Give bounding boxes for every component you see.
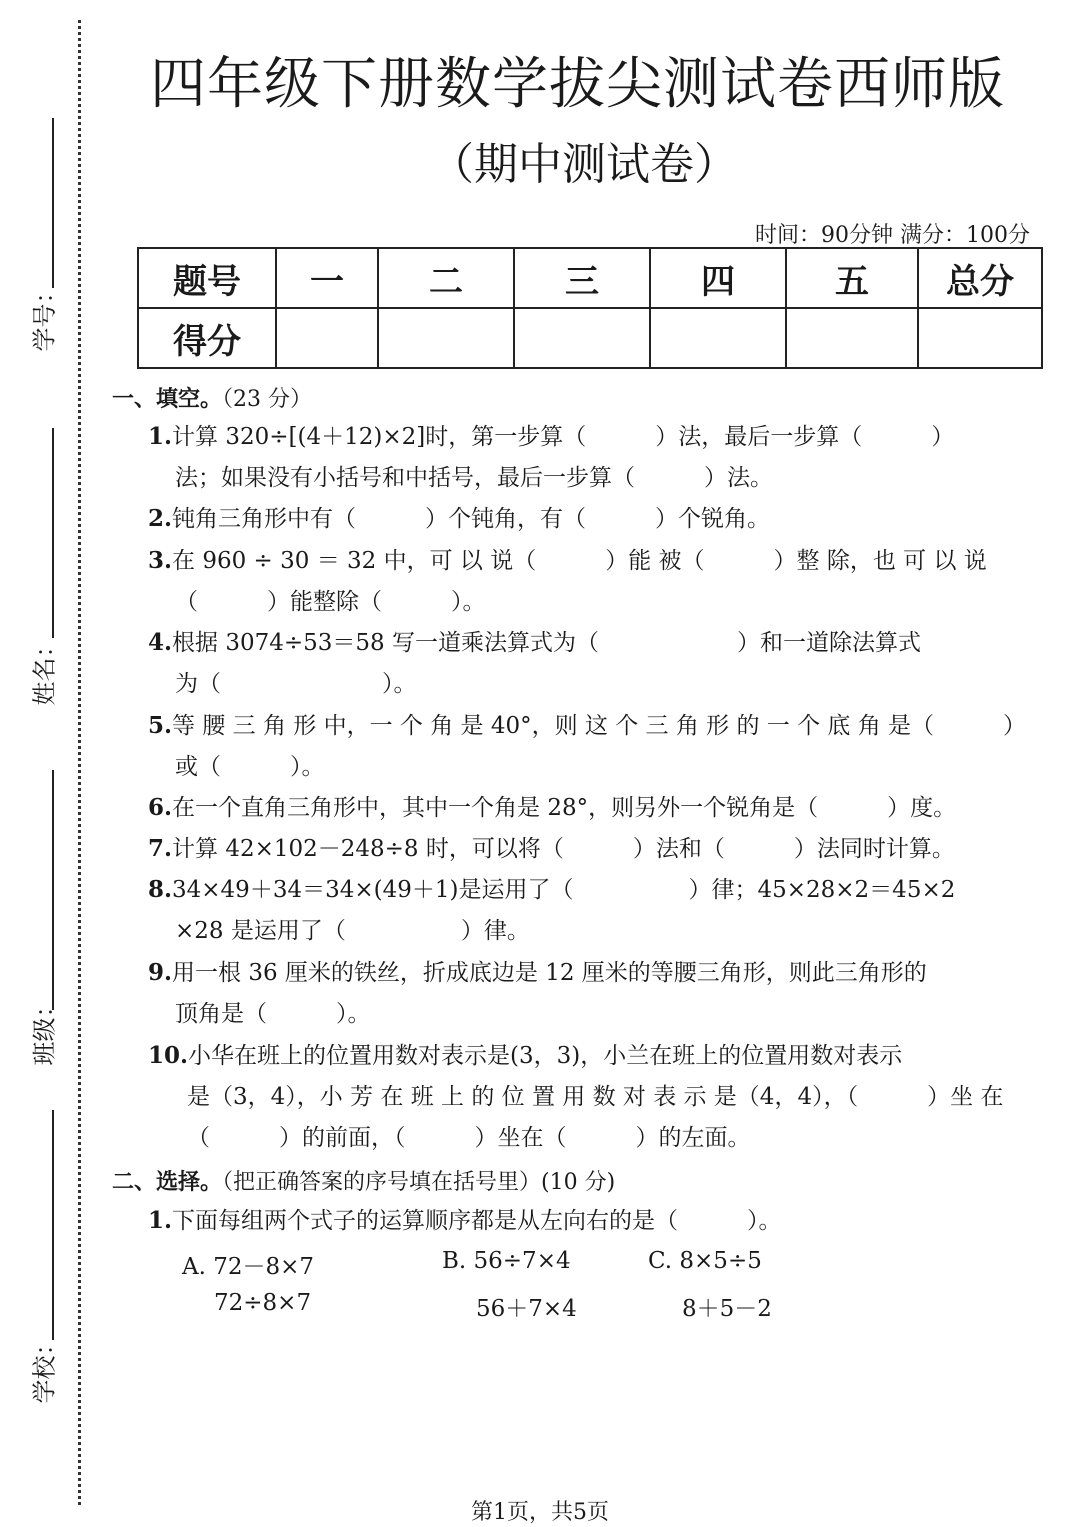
section-1-heading: [112, 382, 312, 413]
question-7: [148, 834, 955, 864]
question-9-continued: 顶角是（ ）。: [175, 1001, 371, 1027]
question-number: 9.: [148, 959, 173, 986]
score-header-cell: 三: [514, 248, 650, 308]
question-number: 10.: [148, 1042, 189, 1069]
page-title: 四年级下册数学拔尖测试卷西师版: [150, 52, 1005, 117]
score-table-score-row: [138, 308, 1042, 368]
name-label: 姓名：: [30, 633, 59, 706]
question-text: 在一个直角三角形中，其中一个角是 28°，则另外一个锐角是（ ）度。: [172, 795, 957, 821]
question-1: [148, 422, 954, 452]
question-5-continued: 或（ ）。: [175, 754, 325, 780]
question-text: 下面每组两个式子的运算顺序都是从左向右的是（ ）。: [172, 1208, 782, 1234]
question-number: 8.: [148, 876, 173, 903]
question-text: 计算 320÷[(4＋12)×2]时，第一步算（ ）法，最后一步算（ ）: [172, 424, 955, 450]
question-number: 6.: [148, 794, 173, 821]
option-a-first: A. 72－8×7: [182, 1254, 315, 1280]
score-cell: [378, 308, 514, 368]
score-cell: [276, 308, 378, 368]
question-text: 根据 3074÷53＝58 写一道乘法算式为（ ）和一道除法算式: [172, 630, 921, 656]
score-cell: [918, 308, 1042, 368]
score-table: [137, 247, 1043, 369]
score-header-cell: 题号: [138, 248, 276, 308]
question-3-continued: （ ）能整除（ ）。: [175, 589, 486, 615]
question-number: 1.: [148, 423, 173, 450]
choice-question-1: [148, 1206, 782, 1236]
section-2-heading: [112, 1165, 615, 1196]
class-label: 班级：: [30, 993, 59, 1066]
score-cell: [650, 308, 786, 368]
question-text: 等 腰 三 角 形 中，一 个 角 是 40°，则 这 个 三 角 形 的 一 个 底 角 是（ ）: [172, 713, 1027, 739]
question-text: 钝角三角形中有（ ）个钝角，有（ ）个锐角。: [172, 506, 771, 532]
student-id-line: [52, 118, 54, 288]
score-header-cell: 四: [650, 248, 786, 308]
school-line: [52, 1110, 54, 1340]
question-text: 小华在班上的位置用数对表示是(3，3)，小兰在班上的位置用数对表示: [188, 1043, 903, 1069]
score-cell: [514, 308, 650, 368]
question-3: [148, 546, 987, 576]
question-number: 1.: [148, 1207, 173, 1234]
question-text: 34×49＋34＝34×(49＋1)是运用了（ ）律；45×28×2＝45×2: [172, 877, 956, 903]
question-1-continued: 法；如果没有小括号和中括号，最后一步算（ ）法。: [175, 465, 773, 491]
question-10: [148, 1041, 902, 1071]
page-footer: 第1页，共5页: [471, 1500, 609, 1525]
question-text: 用一根 36 厘米的铁丝，折成底边是 12 厘米的等腰三角形，则此三角形的: [172, 960, 927, 986]
question-8: [148, 875, 955, 905]
section-2-note: （把正确答案的序号填在括号里）(10 分): [222, 1170, 616, 1195]
binding-dotted-line: [78, 20, 81, 1505]
score-table-header-row: [138, 248, 1042, 308]
option-c-first: C. 8×5÷5: [648, 1248, 762, 1274]
question-text: 计算 42×102－248÷8 时，可以将（ ）法和（ ）法同时计算。: [172, 836, 955, 862]
question-number: 7.: [148, 835, 173, 862]
option-b-first: B. 56÷7×4: [442, 1248, 571, 1274]
question-4-continued: 为（ ）。: [175, 671, 417, 697]
school-label: 学校：: [30, 1331, 59, 1404]
page-subtitle: （期中测试卷）: [430, 139, 738, 190]
option-a-second: 72÷8×7: [214, 1290, 312, 1316]
class-line: [52, 770, 54, 1010]
question-10-continued: 是（3，4），小 芳 在 班 上 的 位 置 用 数 对 表 示 是（4，4），（ ）坐 在: [187, 1084, 1004, 1110]
question-6: [148, 793, 956, 823]
section-1-note: （23 分）: [222, 387, 313, 412]
option-c-second: 8＋5－2: [682, 1296, 772, 1322]
question-number: 5.: [148, 712, 173, 739]
question-9: [148, 958, 927, 988]
question-8-continued: ×28 是运用了（ ）律。: [175, 918, 530, 944]
section-2-title: 二、选择。: [112, 1169, 223, 1195]
question-2: [148, 504, 770, 534]
name-line: [52, 428, 54, 638]
question-number: 2.: [148, 505, 173, 532]
question-4: [148, 628, 921, 658]
score-header-cell: 二: [378, 248, 514, 308]
score-header-cell: 一: [276, 248, 378, 308]
question-number: 4.: [148, 629, 173, 656]
score-cell: [786, 308, 918, 368]
score-header-cell: 五: [786, 248, 918, 308]
score-row-label: 得分: [138, 308, 276, 368]
option-b-second: 56＋7×4: [476, 1296, 577, 1322]
question-5: [148, 711, 1026, 741]
exam-meta: 时间：90分钟 满分：100分: [755, 223, 1030, 248]
question-text: 在 960 ÷ 30 ＝ 32 中，可 以 说（ ）能 被（ ）整 除，也 可 以 说: [172, 548, 987, 574]
section-1-title: 一、填空。: [112, 386, 223, 412]
question-10-continued: （ ）的前面，（ ）坐在（ ）的左面。: [187, 1125, 751, 1151]
question-number: 3.: [148, 547, 173, 574]
student-id-label: 学号：: [30, 279, 59, 352]
score-header-cell: 总分: [918, 248, 1042, 308]
